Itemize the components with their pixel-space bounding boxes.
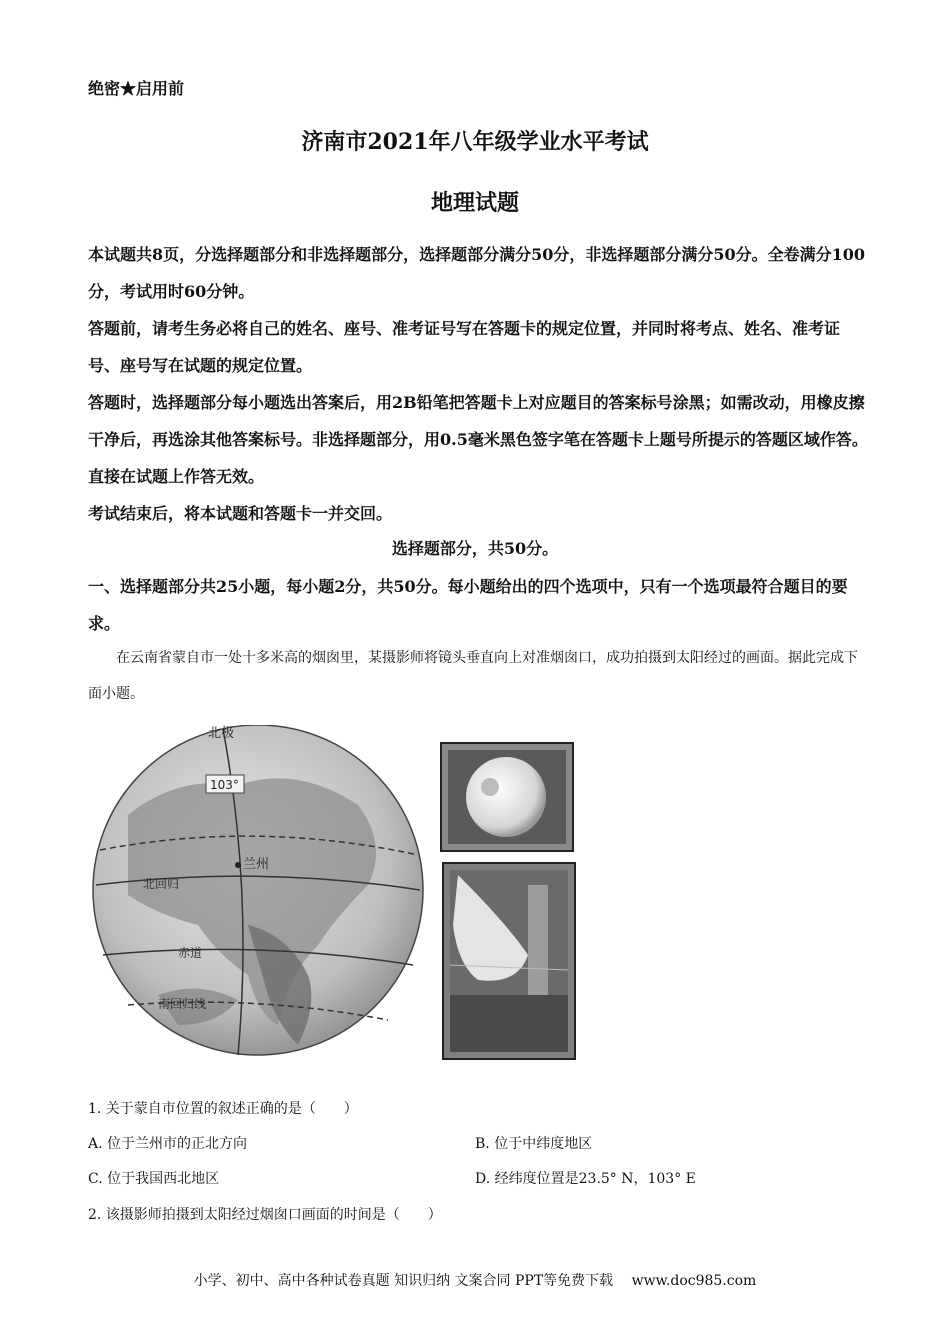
question-1-option-d: D. 经纬度位置是23.5° N，103° E — [475, 1171, 696, 1187]
question-1-option-c: C. 位于我国西北地区 — [88, 1171, 220, 1187]
label-tropic-capricorn: 南回归线 — [158, 997, 207, 1011]
section-heading: 选择题部分，共50分。 — [391, 539, 559, 558]
passage — [88, 640, 863, 712]
exam-title: 济南市2021年八年级学业水平考试 — [301, 129, 649, 155]
instructions-block — [88, 236, 868, 532]
instruction-4: 考试结束后，将本试题和答题卡一并交回。 — [88, 504, 393, 523]
part-one-heading — [88, 568, 868, 642]
figure-globe-and-photos — [88, 725, 588, 1060]
page-footer: 小学、初中、高中各种试卷真题 知识归纳 文案合同 PPT等免费下载 www.doc985.com — [193, 1273, 757, 1289]
question-1-stem: 1. 关于蒙自市位置的叙述正确的是（ ） — [88, 1101, 358, 1117]
part-one-text: 一、选择题部分共25小题，每小题2分，共50分。每小题给出的四个选项中，只有一个选项最符合题目的要求。 — [88, 577, 848, 633]
instruction-2: 答题前，请考生务必将自己的姓名、座号、准考证号写在答题卡的规定位置，并同时将考点、姓名、准考证号、座号写在试题的规定位置。 — [88, 319, 841, 375]
label-equator: 赤道 — [178, 946, 203, 960]
confidential-label: 绝密★启用前 — [88, 79, 185, 98]
photo-chimney — [443, 863, 575, 1059]
figure-svg — [88, 725, 588, 1060]
instruction-1: 本试题共8页，分选择题部分和非选择题部分，选择题部分满分50分，非选择题部分满分50分。全卷满分100分，考试用时60分钟。 — [88, 245, 866, 301]
label-north-pole: 北极 — [208, 726, 235, 741]
label-longitude: 103° — [210, 778, 239, 792]
label-lanzhou: 兰州 — [243, 857, 270, 872]
question-1-option-b: B. 位于中纬度地区 — [475, 1136, 593, 1152]
label-tropic-cancer: 北回归 — [143, 877, 180, 891]
globe — [93, 725, 423, 1055]
question-1-option-a: A. 位于兰州市的正北方向 — [88, 1136, 248, 1152]
passage-text: 在云南省蒙自市一处十多米高的烟囱里，某摄影师将镜头垂直向上对准烟囱口，成功拍摄到太阳经过的画面。据此完成下面小题。 — [88, 650, 858, 702]
question-2-stem: 2. 该摄影师拍摄到太阳经过烟囱口画面的时间是（ ） — [88, 1207, 442, 1223]
photo-sun — [441, 743, 573, 851]
instruction-3: 答题时，选择题部分每小题选出答案后，用2B铅笔把答题卡上对应题目的答案标号涂黑；如需改动，用橡皮擦干净后，再选涂其他答案标号。非选择题部分，用0.5毫米黑色签字笔在答题卡上题号所提示的答题区域作答。直接在试题上作答无效。 — [88, 393, 868, 486]
exam-subtitle: 地理试题 — [430, 190, 519, 216]
